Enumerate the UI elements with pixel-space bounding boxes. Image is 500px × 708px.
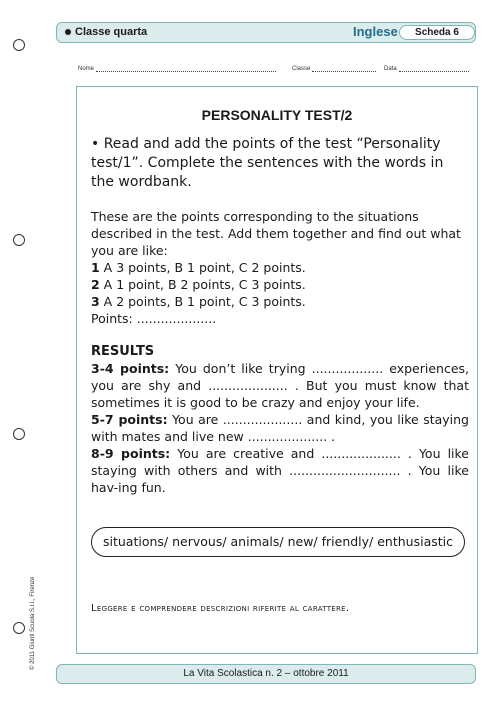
points-line-1: 1 A 3 points, B 1 point, C 2 points. bbox=[91, 260, 306, 275]
results-heading: RESULTS bbox=[91, 344, 155, 359]
binder-hole-lower bbox=[13, 428, 25, 440]
binder-hole-top bbox=[13, 39, 25, 51]
bullet-icon bbox=[65, 29, 71, 35]
class-label: Classe bbox=[292, 66, 311, 72]
worksheet-content bbox=[91, 135, 469, 496]
student-info-fields bbox=[78, 66, 470, 78]
name-label: Nome bbox=[78, 66, 95, 72]
instruction-text: • Read and add the points of the test “Personality test/1”. Complete the sentences with the words in the wordbank. bbox=[91, 136, 444, 190]
worksheet-number: Scheda 6 bbox=[399, 25, 475, 40]
points-line-3: 3 A 2 points, B 1 point, C 3 points. bbox=[91, 294, 306, 309]
class-field[interactable] bbox=[292, 66, 376, 72]
footer-bar: La Vita Scolastica n. 2 – ottobre 2011 bbox=[56, 664, 476, 684]
result-3-4: 3-4 points: You don’t like trying .................. experiences, you are shy and .................... . But you must know that sometimes it is good to be crazy and enjoy your life. bbox=[91, 361, 469, 410]
date-label: Data bbox=[384, 66, 397, 72]
name-line[interactable] bbox=[96, 66, 276, 72]
date-field[interactable] bbox=[384, 66, 469, 72]
subject-label: Inglese bbox=[353, 24, 398, 39]
result-8-9: 8-9 points: You are creative and .................... . You like staying with others and with ............................ . You like hav-ing fun. bbox=[91, 446, 469, 495]
worksheet-box bbox=[76, 86, 478, 654]
points-total: Points: .................... bbox=[91, 311, 217, 326]
date-line[interactable] bbox=[399, 66, 469, 72]
worksheet-title: PERSONALITY TEST/2 bbox=[201, 107, 353, 123]
class-line[interactable] bbox=[312, 66, 376, 72]
points-section bbox=[91, 208, 469, 327]
learning-objective: Leggere e comprendere descrizioni riferite al carattere. bbox=[91, 603, 350, 614]
header-bar bbox=[56, 22, 476, 43]
binder-hole-middle bbox=[13, 234, 25, 246]
points-line-2: 2 A 1 point, B 2 points, C 3 points. bbox=[91, 277, 306, 292]
copyright-text: © 2011 Giunti Scuola S.r.l., Firenze bbox=[30, 576, 36, 670]
intro-text: These are the points corresponding to the situations described in the test. Add them together and find out what you are like: bbox=[91, 209, 461, 258]
class-level: Classe quarta bbox=[75, 26, 148, 38]
result-5-7: 5-7 points: You are .................... and kind, you like staying with mates and live new .................... . bbox=[91, 412, 469, 444]
wordbank: situations/ nervous/ animals/ new/ friendly/ enthusiastic bbox=[91, 527, 465, 557]
name-field[interactable] bbox=[78, 66, 276, 72]
binder-hole-bottom bbox=[13, 622, 25, 634]
